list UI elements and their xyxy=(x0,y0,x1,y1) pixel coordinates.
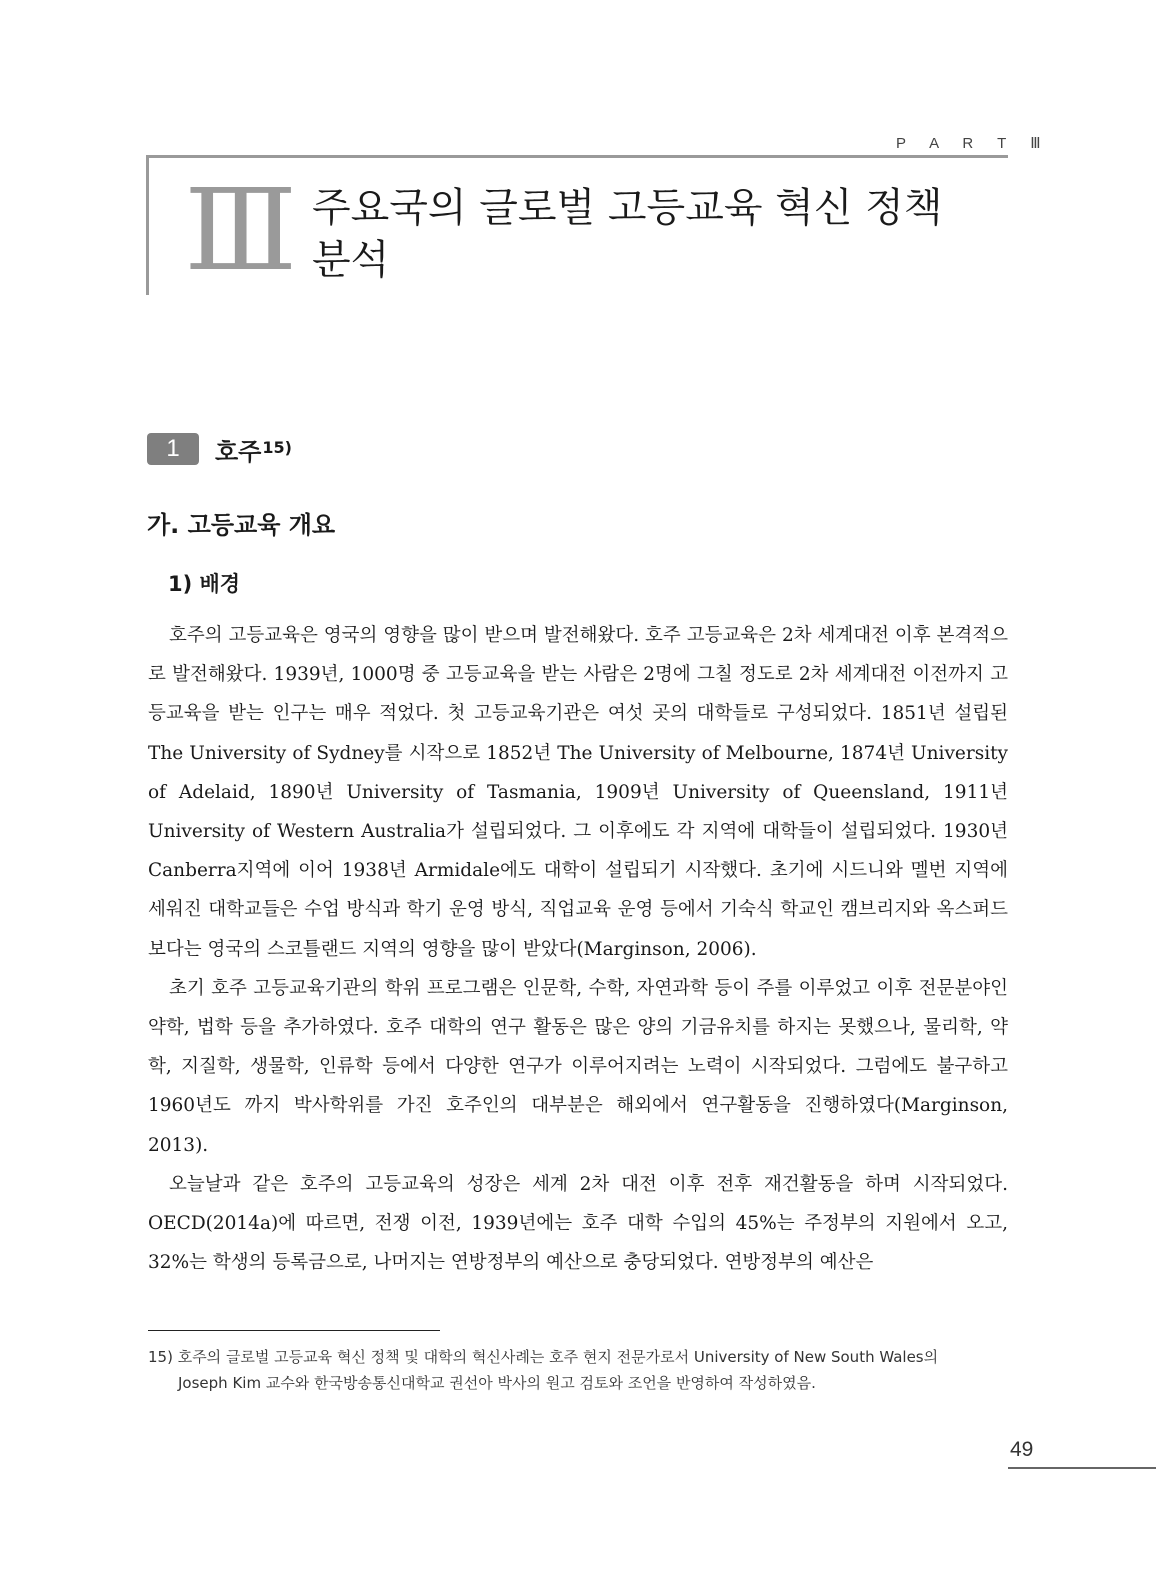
section-title-text: 호주 xyxy=(215,437,262,466)
footnote-line1: 15) 호주의 글로벌 고등교육 혁신 정책 및 대학의 혁신사례는 호주 현지 전문가로서 University of New South Wales의 xyxy=(148,1348,939,1366)
part-label: P A R T Ⅲ xyxy=(896,135,1051,152)
subsubsection-title: 1) 배경 xyxy=(168,572,241,596)
chapter-title xyxy=(312,182,1002,286)
section-title xyxy=(215,432,292,467)
chapter-title-line2: 분석 xyxy=(312,237,390,283)
paragraph-2: 초기 호주 고등교육기관의 학위 프로그램은 인문학, 수학, 자연과학 등이 주를 이루었고 이후 전문분야인 약학, 법학 등을 추가하였다. 호주 대학의 연구 활동은 많은 양의 기금유치를 하지는 못했으나, 물리학, 약학, 지질학, 생물학, 인류학 등에서 다양한 연구가 이루어지려는 노력이 시작되었다. 그럼에도 불구하고 1960년도 까지 박사학위를 가진 호주인의 대부분은 해외에서 연구활동을 진행하였다(Marginson, 2013). xyxy=(148,977,1008,1156)
footnote-line2: Joseph Kim 교수와 한국방송통신대학교 권선아 박사의 원고 검토와 조언을 반영하여 작성하였음. xyxy=(178,1374,816,1392)
section-heading xyxy=(147,432,292,466)
chapter-numeral: Ⅲ xyxy=(184,170,298,294)
paragraph-3: 오늘날과 같은 호주의 고등교육의 성장은 세계 2차 대전 이후 전후 재건활동을 하며 시작되었다. OECD(2014a)에 따르면, 전쟁 이전, 1939년에는 호주 대학 수입의 45%는 주정부의 지원에서 오고, 32%는 학생의 등록금으로, 나머지는 연방정부의 예산으로 충당되었다. 연방정부의 예산은 xyxy=(148,1173,1008,1274)
header-rule xyxy=(146,155,1008,158)
chapter-title-line1: 주요국의 글로벌 고등교육 혁신 정책 xyxy=(312,185,943,231)
chapter-side-rule xyxy=(146,155,149,295)
paragraph-1: 호주의 고등교육은 영국의 영향을 많이 받으며 발전해왔다. 호주 고등교육은 2차 세계대전 이후 본격적으로 발전해왔다. 1939년, 1000명 중 고등교육을 받는 사람은 2명에 그칠 정도로 2차 세계대전 이전까지 고등교육을 받는 인구는 매우 적었다. 첫 고등교육기관은 여섯 곳의 대학들로 구성되었다. 1851년 설립된 The University of Sydney를 시작으로 1852년 The University of Melbourne, 1874년 University of Adelaid, 1890년 University of Tasmania, 1909년 University of Queensland, 1911년 University of Western Australia가 설립되었다. 그 이후에도 각 지역에 대학들이 설립되었다. 1930년 Canberra지역에 이어 1938년 Armidale에도 대학이 설립되기 시작했다. 초기에 시드니와 멜번 지역에 세워진 대학교들은 수업 방식과 학기 운영 방식, 직업교육 운영 등에서 기숙식 학교인 캠브리지와 옥스퍼드 보다는 영국의 스코틀랜드 지역의 영향을 많이 받았다(Marginson, 2006). xyxy=(148,625,1008,960)
page-number: 49 xyxy=(1010,1438,1034,1461)
footnote-rule xyxy=(148,1330,440,1331)
page-number-rule xyxy=(1008,1467,1156,1469)
subsection-title: 가. 고등교육 개요 xyxy=(147,511,336,539)
section-number-badge: 1 xyxy=(147,433,199,465)
footnote xyxy=(148,1344,1010,1396)
body-text xyxy=(148,616,1008,1282)
footnote-ref: 15) xyxy=(262,437,292,457)
